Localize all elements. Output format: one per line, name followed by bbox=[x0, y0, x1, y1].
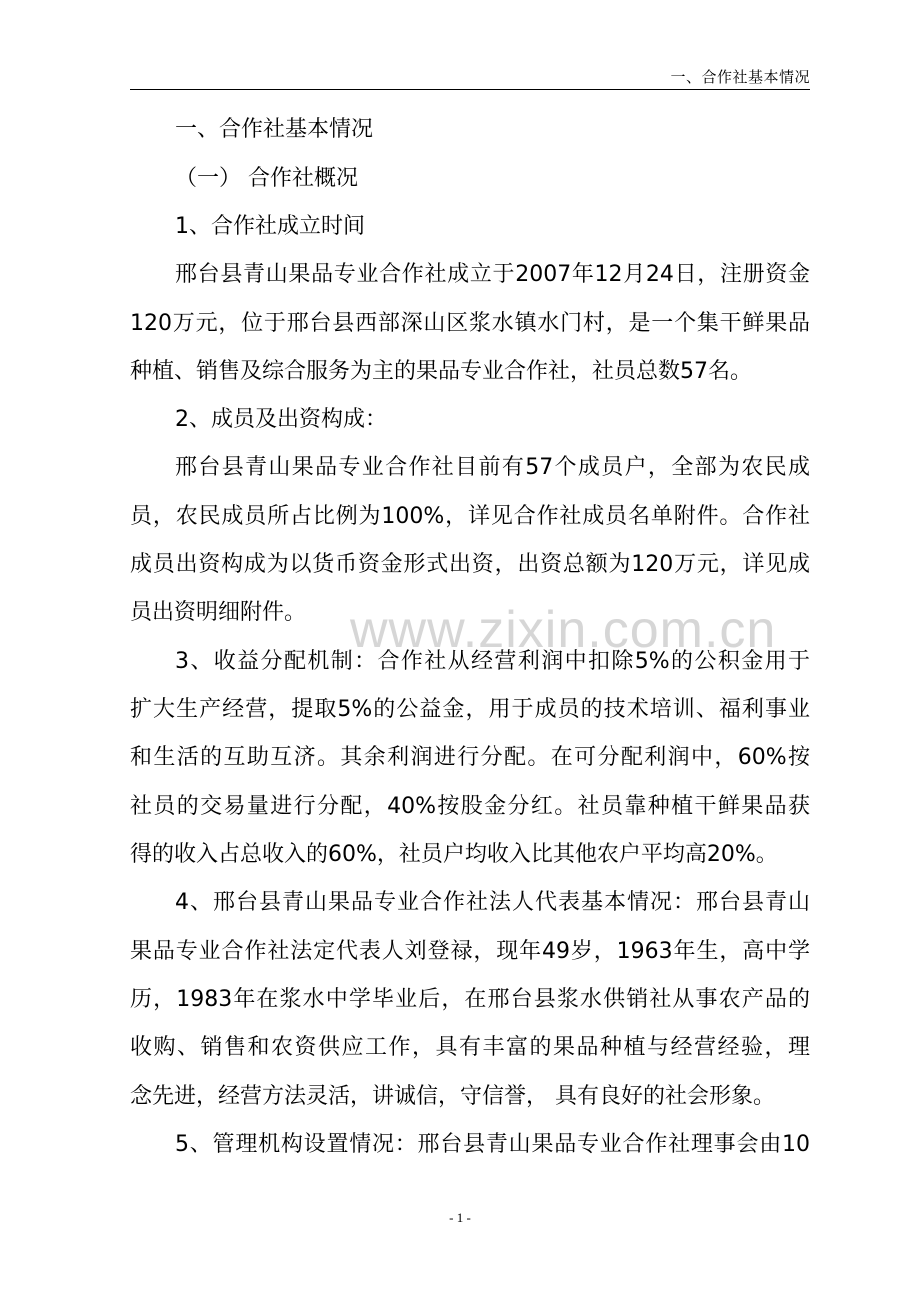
item-heading-founding-time: 1、合作社成立时间 bbox=[175, 214, 365, 239]
paragraph-line: 员，农民成员所占比例为100%，详见合作社成员名单附件。合作社 bbox=[130, 504, 810, 529]
paragraph-line: 果品专业合作社法定代表人刘登禄，现年49岁，1963年生，高中学 bbox=[130, 939, 810, 964]
paragraph-line: 种植、销售及综合服务为主的果品专业合作社，社员总数57名。 bbox=[130, 359, 752, 384]
paragraph-line: 3、收益分配机制：合作社从经营利润中扣除5%的公积金用于 bbox=[175, 649, 810, 674]
running-header bbox=[130, 62, 810, 90]
paragraph-line: 成员出资构成为以货币资金形式出资，出资总额为120万元，详见成 bbox=[130, 552, 810, 577]
paragraph-line: 120万元，位于邢台县西部深山区浆水镇水门村，是一个集干鲜果品 bbox=[130, 311, 810, 336]
subsection-heading: （一） 合作社概况 bbox=[175, 166, 358, 191]
paragraph-line: 社员的交易量进行分配，40%按股金分红。社员靠种植干鲜果品获 bbox=[130, 794, 810, 819]
paragraph-line: 收购、销售和农资供应工作，具有丰富的果品种植与经营经验，理 bbox=[130, 1035, 810, 1060]
paragraph-line: 念先进，经营方法灵活，讲诚信，守信誉， 具有良好的社会形象。 bbox=[130, 1084, 775, 1109]
paragraph-line: 和生活的互助互济。其余利润进行分配。在可分配利润中，60%按 bbox=[130, 745, 810, 770]
item-heading-members: 2、成员及出资构成： bbox=[175, 407, 387, 432]
section-heading: 一、合作社基本情况 bbox=[175, 117, 374, 142]
page-number: - 1 - bbox=[449, 1210, 471, 1225]
paragraph-line: 扩大生产经营，提取5%的公益金，用于成员的技术培训、福利事业 bbox=[130, 697, 810, 722]
header-title: 一、合作社基本情况 bbox=[670, 68, 810, 86]
paragraph-line: 邢台县青山果品专业合作社目前有57个成员户，全部为农民成 bbox=[175, 455, 810, 480]
paragraph-line: 得的收入占总收入的60%，社员户均收入比其他农户平均高20%。 bbox=[130, 842, 778, 867]
paragraph-line: 邢台县青山果品专业合作社成立于2007年12月24日，注册资金 bbox=[175, 262, 810, 287]
paragraph-line: 5、管理机构设置情况：邢台县青山果品专业合作社理事会由10 bbox=[175, 1132, 810, 1157]
paragraph-line: 员出资明细附件。 bbox=[130, 600, 307, 625]
watermark: www.zixin.com.cn bbox=[350, 601, 777, 659]
paragraph-line: 4、邢台县青山果品专业合作社法人代表基本情况：邢台县青山 bbox=[175, 890, 810, 915]
paragraph-line: 历，1983年在浆水中学毕业后，在邢台县浆水供销社从事农产品的 bbox=[130, 987, 810, 1012]
